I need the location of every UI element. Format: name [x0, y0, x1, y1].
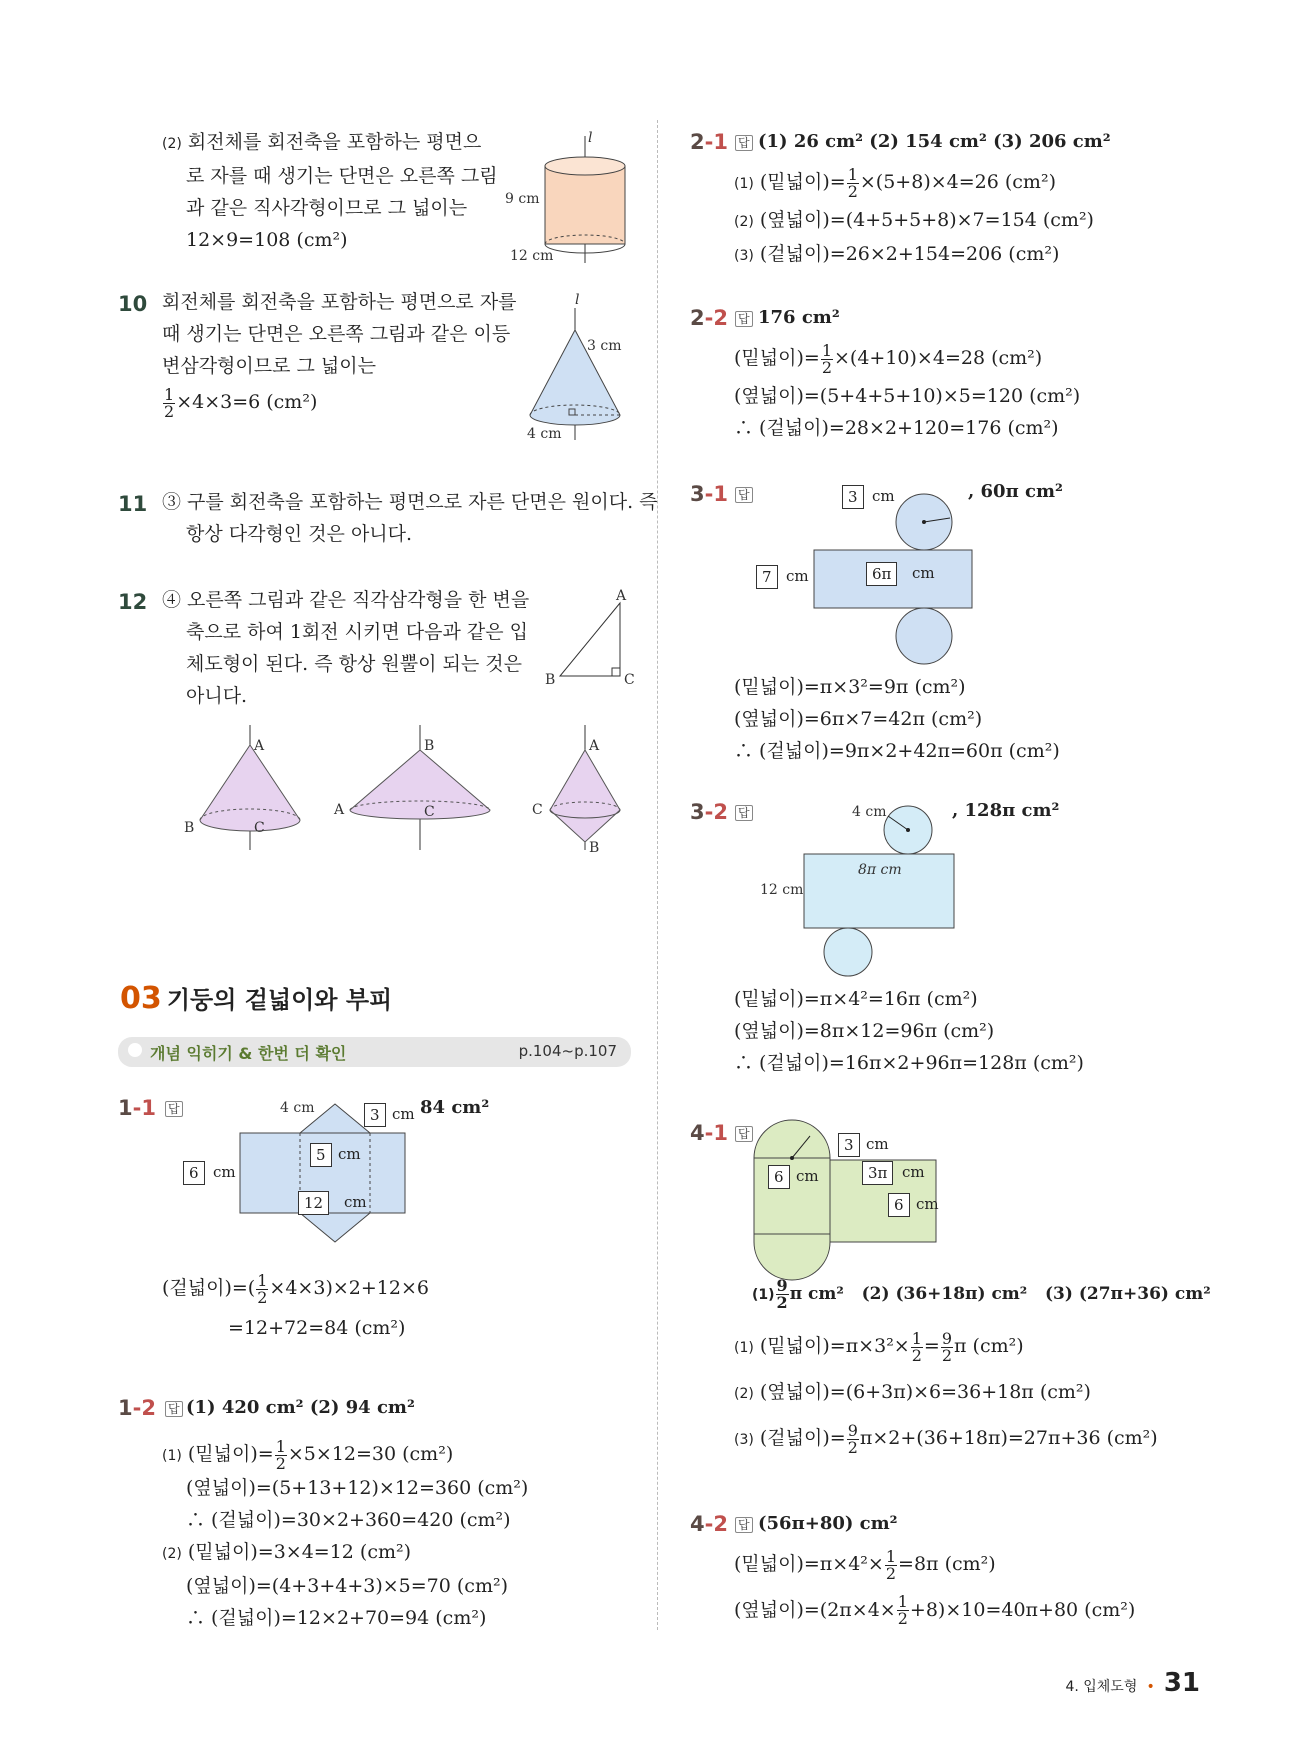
q10-number: 10: [118, 292, 148, 316]
cylinder-height-label: 9 cm: [505, 191, 540, 207]
cylinder-net-figure-2: [760, 800, 960, 980]
q10-line-3: 변삼각형이므로 그 넓이는: [162, 355, 376, 377]
q12-line-2: 축으로 하여 1회전 시키면 다음과 같은 입: [186, 621, 528, 643]
section-number: 03: [120, 981, 162, 1016]
q12-line-4: 아니다.: [186, 685, 248, 707]
q12-text: [162, 584, 529, 712]
a1-1-unit-left: cm: [213, 1163, 236, 1181]
svg-text:B: B: [589, 840, 600, 856]
a2-1-number: 2-1: [690, 130, 728, 154]
a3-1-box-h: 7: [756, 565, 778, 589]
q10-text: [162, 286, 517, 420]
cone-height-label: 3 cm: [587, 338, 622, 354]
a2-1-tag: 답: [735, 135, 753, 151]
q10-fraction: $\frac{1}{2}$: [164, 384, 175, 421]
a3-2-number: 3-2: [690, 800, 728, 824]
svg-text:C: C: [424, 804, 435, 820]
svg-text:B: B: [184, 820, 195, 836]
svg-text:C: C: [532, 802, 543, 818]
cone-figure: [525, 290, 665, 450]
tri-vertex-b: B: [545, 672, 556, 688]
a4-1-number: 4-1: [690, 1121, 728, 1145]
a4-1-unit-c: cm: [902, 1163, 925, 1181]
q9-line-2: 로 자를 때 생기는 단면은 오른쪽 그림: [186, 165, 498, 187]
q9-part2: [162, 126, 498, 256]
a3-1-answer: , 60π cm²: [968, 481, 1063, 502]
tri-vertex-a: A: [616, 588, 627, 604]
a1-1-number: 1-1: [118, 1096, 156, 1120]
page-footer: [1065, 1668, 1200, 1698]
q9-line-4: 12×9=108 (cm²): [186, 229, 348, 251]
a1-1-unit-mid: cm: [338, 1145, 361, 1163]
a1-1-tag: 답: [165, 1101, 183, 1117]
section-header: [120, 980, 392, 1016]
a1-1-box-bot: 12: [298, 1191, 329, 1215]
svg-text:A: A: [334, 802, 345, 818]
a1-2-number: 1-2: [118, 1396, 156, 1420]
cone-axis-label: l: [575, 292, 580, 308]
a4-1-solution: (1) (밑넓이)=π×3²× $\frac{1}{2}$ = $\frac{9}{2}$ π (cm²) (2) (옆넓이)=(6+3π)×6=36+18π (cm²) (3) (겉넓이)= $\frac{9}{2}$ π×2+(36+18π)=27π+36 (cm²): [734, 1328, 1158, 1457]
a3-1-number: 3-1: [690, 482, 728, 506]
a3-1-unit-w: cm: [912, 564, 935, 582]
q12-line-3: 체도형이 된다. 즉 항상 원뿔이 되는 것은: [186, 653, 522, 675]
q9-part2-label: (2): [162, 136, 182, 152]
q12-line-1: ④ 오른쪽 그림과 같은 직각삼각형을 한 변을: [162, 589, 530, 611]
right-triangle-figure: [540, 588, 640, 688]
a2-2-number: 2-2: [690, 306, 728, 330]
a3-1-unit-r: cm: [872, 487, 895, 505]
cone-radius-label: 4 cm: [527, 426, 562, 442]
a1-2-answer: (1) 420 cm² (2) 94 cm²: [186, 1397, 415, 1418]
a4-1-unit-d: cm: [916, 1195, 939, 1213]
q11-number: 11: [118, 492, 148, 516]
a1-1-unit-bot: cm: [344, 1193, 367, 1211]
a4-1-box-a: 3: [838, 1133, 860, 1157]
a1-1-solution: (겉넓이)=( $\frac{1}{2}$ ×4×3)×2+12×6 =12+72=84 (cm²): [162, 1272, 429, 1344]
a1-2-tag: 답: [165, 1401, 183, 1417]
cylinder-width-label: 12 cm: [510, 248, 554, 264]
q10-calc: ×4×3=6 (cm²): [176, 391, 318, 413]
a2-1-solution: (1) (밑넓이)= $\frac{1}{2}$ ×(5+8)×4=26 (cm²) (2) (옆넓이)=(4+5+5+8)×7=154 (cm²) (3) (겉넓이)=26×2+154=206 (cm²): [734, 164, 1094, 265]
q10-line-2: 때 생기는 단면은 오른쪽 그림과 같은 이등: [162, 323, 511, 345]
page-number: 31: [1163, 1668, 1200, 1698]
svg-text:A: A: [589, 738, 600, 754]
a3-1-box-w: 6π: [866, 562, 897, 586]
a1-1-unit-top: cm: [392, 1105, 415, 1123]
cyl2-width-label: 8π cm: [858, 862, 902, 878]
concept-bar-label: 개념 익히기 & 한번 더 확인: [150, 1044, 347, 1063]
a1-1-box-left: 6: [183, 1161, 205, 1185]
q11-line-1: ③ 구를 회전축을 포함하는 평면으로 자른 단면은 원이다. 즉: [162, 491, 658, 513]
a3-1-box-r: 3: [842, 485, 864, 509]
revolution-solids-figure: [170, 720, 650, 860]
a1-1-box-top: 3: [364, 1103, 386, 1127]
a4-1-answers: (1) $\frac{9}{2}$ π cm² (2) (36+18π) cm² (3) (27π+36) cm²: [752, 1276, 1211, 1312]
a4-1-box-d: 6: [888, 1193, 910, 1217]
q11-text: [162, 486, 658, 550]
a4-1-unit-a: cm: [866, 1135, 889, 1153]
cyl2-height-label: 12 cm: [760, 882, 804, 898]
a4-1-box-b: 6: [768, 1165, 790, 1189]
concept-bar-dot: [128, 1043, 142, 1057]
a1-2-solution: (1) (밑넓이)= $\frac{1}{2}$ ×5×12=30 (cm²) (옆넓이)=(5+13+12)×12=360 (cm²) ∴ (겉넓이)=30×2+360=420 (cm²) (2) (밑넓이)=3×4=12 (cm²) (옆넓이)=(4+3+4+3)×5=70 (cm²) ∴ (겉넓이)=12×2+70=94 (cm²): [162, 1436, 529, 1629]
footer-dot: •: [1146, 1679, 1155, 1695]
a2-2-answer: 176 cm²: [758, 307, 840, 328]
solid-cone-1: [184, 725, 300, 850]
cylinder-axis-label: l: [588, 130, 593, 146]
a3-2-solution: (밑넓이)=π×4²=16π (cm²) (옆넓이)=8π×12=96π (cm²) ∴ (겉넓이)=16π×2+96π=128π (cm²): [734, 988, 1084, 1074]
q11-line-2: 항상 다각형인 것은 아니다.: [186, 523, 413, 545]
q10-line-1: 회전체를 회전축을 포함하는 평면으로 자를: [162, 291, 517, 313]
q9-line-3: 과 같은 직사각형이므로 그 넓이는: [186, 197, 468, 219]
svg-text:A: A: [254, 738, 265, 754]
concept-bar-pages: p.104~p.107: [518, 1042, 617, 1060]
a1-1-answer: 84 cm²: [420, 1097, 490, 1118]
q9-line-1: 회전체를 회전축을 포함하는 평면으: [187, 131, 482, 153]
a4-1-unit-b: cm: [796, 1167, 819, 1185]
section-title: 기둥의 겉넓이와 부피: [166, 986, 393, 1014]
a3-2-tag: 답: [735, 805, 753, 821]
q12-number: 12: [118, 590, 148, 614]
a4-2-solution: (밑넓이)=π×4²× $\frac{1}{2}$ =8π (cm²) (옆넓이)=(2π×4× $\frac{1}{2}$ +8)×10=40π+80 (cm²): [734, 1546, 1136, 1628]
a4-1-box-c: 3π: [862, 1161, 893, 1185]
a3-1-solution: (밑넓이)=π×3²=9π (cm²) (옆넓이)=6π×7=42π (cm²) ∴ (겉넓이)=9π×2+42π=60π (cm²): [734, 676, 1060, 762]
a1-1-line-2: =12+72=84 (cm²): [228, 1316, 406, 1339]
solid-cone-2: [333, 725, 490, 850]
cylinder-figure: [505, 128, 655, 268]
a4-2-tag: 답: [735, 1517, 753, 1533]
a4-2-number: 4-2: [690, 1512, 728, 1536]
svg-text:C: C: [254, 820, 265, 836]
solid-double-cone: [532, 725, 620, 856]
a4-1-tag: 답: [735, 1126, 753, 1142]
cyl2-radius-label: 4 cm: [852, 804, 887, 820]
a3-1-tag: 답: [735, 487, 753, 503]
a2-2-solution: (밑넓이)= $\frac{1}{2}$ ×(4+10)×4=28 (cm²) (옆넓이)=(5+4+5+10)×5=120 (cm²) ∴ (겉넓이)=28×2+120=176 (cm²): [734, 340, 1081, 439]
concept-bar: [118, 1037, 631, 1067]
a2-2-tag: 답: [735, 311, 753, 327]
a2-1-answer: (1) 26 cm² (2) 154 cm² (3) 206 cm²: [758, 131, 1111, 152]
footer-chapter: 4. 입체도형: [1065, 1679, 1138, 1695]
a1-1-box-mid: 5: [310, 1143, 332, 1167]
prism-dim-top: 4 cm: [280, 1100, 315, 1116]
a3-1-unit-h: cm: [786, 567, 809, 585]
a4-2-answer: (56π+80) cm²: [758, 1513, 898, 1534]
tri-vertex-c: C: [624, 672, 635, 688]
svg-text:B: B: [424, 738, 435, 754]
a3-2-answer: , 128π cm²: [952, 800, 1060, 821]
